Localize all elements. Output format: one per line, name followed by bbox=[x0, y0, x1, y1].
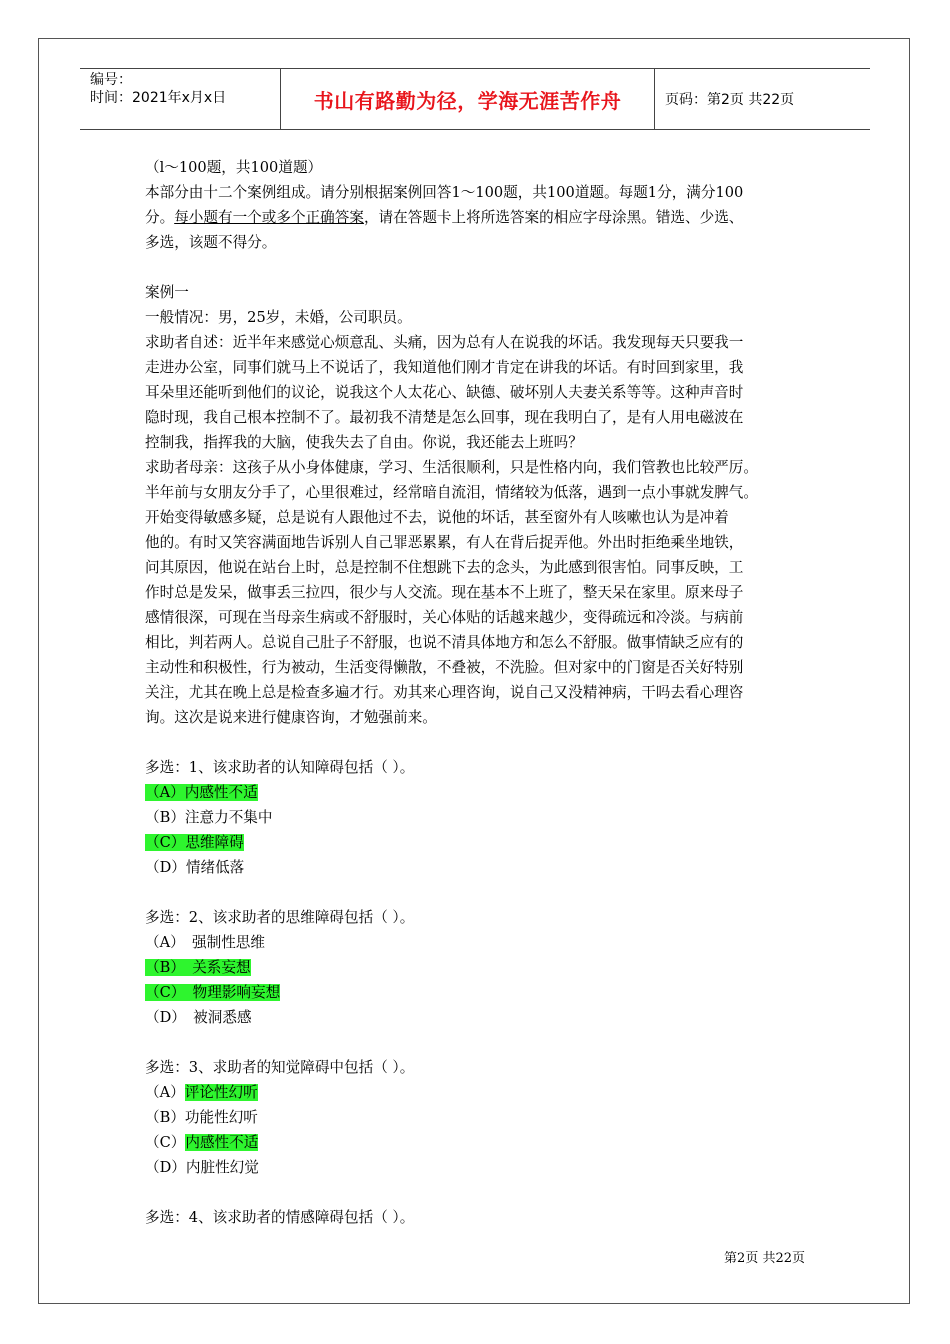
answer-option bbox=[145, 955, 825, 980]
answer-option bbox=[145, 805, 825, 830]
question-stem: 多选：3、求助者的知觉障碍中包括（ ）。 bbox=[145, 1059, 415, 1076]
option-text: （D）情绪低落 bbox=[145, 859, 245, 876]
case-mother-line: 相比，判若两人。总说自己肚子不舒服，也说不清具体地方和怎么不舒服。做事情缺乏应有的 bbox=[145, 634, 744, 651]
case-mother-line: 主动性和积极性，行为被动，生活变得懒散，不叠被，不洗脸。但对家中的门窗是否关好特别 bbox=[145, 659, 744, 676]
case-self-line: 走进办公室，同事们就马上不说话了，我知道他们刚才肯定在讲我的坏话。有时回到家里，我 bbox=[145, 359, 744, 376]
option-text: （D）内脏性幻觉 bbox=[145, 1159, 259, 1176]
answer-option bbox=[145, 1105, 825, 1130]
intro-underlined-text: 每小题有一个或多个正确答案 bbox=[174, 209, 364, 226]
answer-option bbox=[145, 830, 825, 855]
date-label: 时间：2021年x月x日 bbox=[90, 90, 227, 106]
option-highlighted-text: （B） 关系妄想 bbox=[145, 959, 251, 976]
document-body bbox=[145, 155, 825, 1230]
case-mother-line: 问其原因，他说在站台上时，总是控制不住想跳下去的念头，为此感到很害怕。同事反映，工 bbox=[145, 559, 744, 576]
option-highlighted-text: （C） 物理影响妄想 bbox=[145, 984, 281, 1001]
question-stem: 多选：2、该求助者的思维障碍包括（ ）。 bbox=[145, 909, 415, 926]
option-text: （B）功能性幻听 bbox=[145, 1109, 258, 1126]
case-mother-line: 求助者母亲：这孩子从小身体健康，学习、生活很顺利，只是性格内向，我们管教也比较严厉。 bbox=[145, 459, 758, 476]
case-self-line: 控制我，指挥我的大脑，使我失去了自由。你说，我还能去上班吗？ bbox=[145, 434, 583, 451]
case-title: 案例一 bbox=[145, 284, 189, 301]
option-highlighted-text: （C）思维障碍 bbox=[145, 834, 244, 851]
header-motto: 书山有路勤为径，学海无涯苦作舟 bbox=[281, 69, 655, 129]
case-mother-line: 开始变得敏感多疑，总是说有人跟他过不去，说他的坏话，甚至窗外有人咳嗽也认为是冲着 bbox=[145, 509, 729, 526]
case-self-line: 求助者自述：近半年来感觉心烦意乱、头痛，因为总有人在说我的坏话。我发现每天只要我一 bbox=[145, 334, 744, 351]
answer-option bbox=[145, 980, 825, 1005]
case-mother-line: 询。这次是说来进行健康咨询，才勉强前来。 bbox=[145, 709, 437, 726]
case-general-info: 一般情况：男，25岁，未婚，公司职员。 bbox=[145, 309, 412, 326]
intro-text: ，请在答题卡上将所选答案的相应字母涂黑。错选、少选、 bbox=[363, 209, 744, 226]
question-stem: 多选：4、该求助者的情感障碍包括（ ）。 bbox=[145, 1209, 415, 1226]
answer-option bbox=[145, 1005, 825, 1030]
option-text: （D） 被洞悉感 bbox=[145, 1009, 252, 1026]
option-text: （A） 强制性思维 bbox=[145, 934, 265, 951]
question-stem: 多选：1、该求助者的认知障碍包括（ ）。 bbox=[145, 759, 415, 776]
answer-option bbox=[145, 930, 825, 955]
answer-option bbox=[145, 1130, 825, 1155]
page-footer: 第2页 共22页 bbox=[724, 1251, 805, 1266]
case-mother-line: 作时总是发呆，做事丢三拉四，很少与人交流。现在基本不上班了，整天呆在家里。原来母子 bbox=[145, 584, 744, 601]
page-header bbox=[80, 68, 870, 130]
case-mother-line: 半年前与女朋友分手了，心里很难过，经常暗自流泪，情绪较为低落，遇到一点小事就发脾气。 bbox=[145, 484, 758, 501]
intro-text: 分。 bbox=[145, 209, 175, 226]
case-mother-line: 他的。有时又笑容满面地告诉别人自己罪恶累累，有人在背后捉弄他。外出时拒绝乘坐地铁， bbox=[145, 534, 744, 551]
case-mother-line: 关注，尤其在晚上总是检查多遍才行。劝其来心理咨询，说自己又没精神病，干吗去看心理咨 bbox=[145, 684, 744, 701]
case-self-line: 隐时现，我自己根本控制不了。最初我不清楚是怎么回事，现在我明白了，是有人用电磁波在 bbox=[145, 409, 744, 426]
number-label: 编号： bbox=[90, 72, 132, 88]
answer-option bbox=[145, 1155, 825, 1180]
answer-option bbox=[145, 855, 825, 880]
option-highlighted-text: 评论性幻听 bbox=[184, 1084, 258, 1101]
intro-line bbox=[145, 205, 825, 230]
answer-option bbox=[145, 780, 825, 805]
case-self-line: 耳朵里还能听到他们的议论，说我这个人太花心、缺德、破坏别人夫妻关系等等。这种声音时 bbox=[145, 384, 744, 401]
answer-option bbox=[145, 1080, 825, 1105]
case-mother-line: 感情很深，可现在当母亲生病或不舒服时，关心体贴的话越来越少，变得疏远和冷淡。与病前 bbox=[145, 609, 744, 626]
option-letter: （A） bbox=[145, 1084, 185, 1101]
option-highlighted-text: （A）内感性不适 bbox=[145, 784, 258, 801]
intro-line: 本部分由十二个案例组成。请分别根据案例回答1～100题，共100道题。每题1分，满分100 bbox=[145, 184, 744, 201]
intro-line: 多选，该题不得分。 bbox=[145, 234, 277, 251]
option-highlighted-text: 内感性不适 bbox=[185, 1134, 259, 1151]
header-page-number: 页码：第2页 共22页 bbox=[665, 92, 795, 108]
intro-range: （l～100题，共100道题） bbox=[145, 159, 323, 176]
option-text: （B）注意力不集中 bbox=[145, 809, 273, 826]
header-meta bbox=[80, 69, 281, 129]
option-letter: （C） bbox=[145, 1134, 186, 1151]
